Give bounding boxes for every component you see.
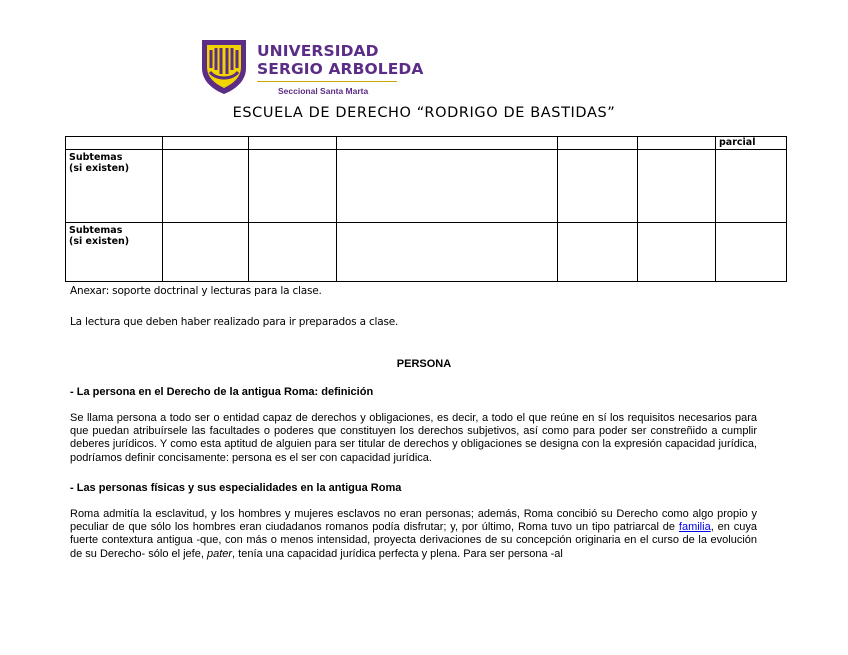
table-cell (249, 137, 337, 150)
table-cell (638, 137, 716, 150)
paragraph-text: Roma admitía la esclavitud, y los hombres y mujeres esclavos no eran personas; además, Roma concibió su Derecho como algo propio y peculiar de que sólo los hombres eran ciudadanos romanos podía disfrutar; y, por último, Roma tuvo un tipo patriarcal de (70, 508, 757, 534)
section1-heading: - La persona en el Derecho de la antigua Roma: definición (70, 386, 374, 398)
table-cell (558, 137, 638, 150)
class-plan-table (65, 136, 787, 282)
school-title: ESCUELA DE DERECHO “RODRIGO DE BASTIDAS” (232, 105, 616, 121)
table-row (66, 150, 787, 223)
table-cell (716, 223, 787, 282)
university-logo (200, 38, 424, 102)
annex-note: Anexar: soporte doctrinal y lecturas para la clase. (70, 285, 322, 297)
subtemas-label: Subtemas (si existen) (66, 223, 163, 282)
subtemas-label: Subtemas (si existen) (66, 150, 163, 223)
header-cell-parcial: parcial (716, 137, 787, 150)
section2-paragraph (70, 508, 757, 561)
university-name (257, 42, 424, 78)
section-title: PERSONA (396, 358, 452, 370)
paragraph-text: , tenía una capacidad jurídica perfecta y plena. Para ser persona -al (232, 547, 563, 560)
table-cell (163, 150, 249, 223)
table-header-row (66, 137, 787, 150)
table-cell (337, 137, 558, 150)
table-cell (66, 137, 163, 150)
section2-heading: - Las personas físicas y sus especialidades en la antigua Roma (70, 482, 402, 494)
campus-name: Seccional Santa Marta (278, 86, 369, 96)
table-row (66, 223, 787, 282)
table-cell (558, 150, 638, 223)
table-cell (716, 150, 787, 223)
section1-paragraph: Se llama persona a todo ser o entidad capaz de derechos y obligaciones, es decir, a todo el que reúne en sí los requisitos necesarios para que puedan atribuírsele las facultades o poderes que constituyen los derechos subjetivos, así como para poder ser constreñido a cumplir deberes jurídicos. Y como esta aptitud de alguien para ser titular de derechos y obligaciones se designa con la expresión capacidad jurídica, podríamos definir concisamente: persona es el ser con capacidad jurídica. (70, 412, 757, 464)
table-cell (249, 223, 337, 282)
table-cell (638, 223, 716, 282)
reading-note: La lectura que deben haber realizado para ir preparados a clase. (70, 316, 399, 328)
table-cell (558, 223, 638, 282)
paragraph-text: , en cuya fuerte contextura antigua -que, con más o menos intensidad, proyecta derivaciones de su concepción originaria en el curso de la evolución de su Derecho- sólo el jefe, (70, 521, 758, 560)
table-cell (337, 150, 558, 223)
university-name-line1: UNIVERSIDAD (257, 42, 379, 60)
shield-icon (200, 38, 248, 96)
familia-link[interactable]: familia (678, 521, 711, 534)
logo-divider (257, 81, 397, 82)
pater-term: pater (206, 547, 233, 560)
table-cell (163, 223, 249, 282)
table-cell (638, 150, 716, 223)
table-cell (337, 223, 558, 282)
table-cell (249, 150, 337, 223)
university-name-line2: SERGIO ARBOLEDA (257, 60, 424, 78)
table-cell (163, 137, 249, 150)
